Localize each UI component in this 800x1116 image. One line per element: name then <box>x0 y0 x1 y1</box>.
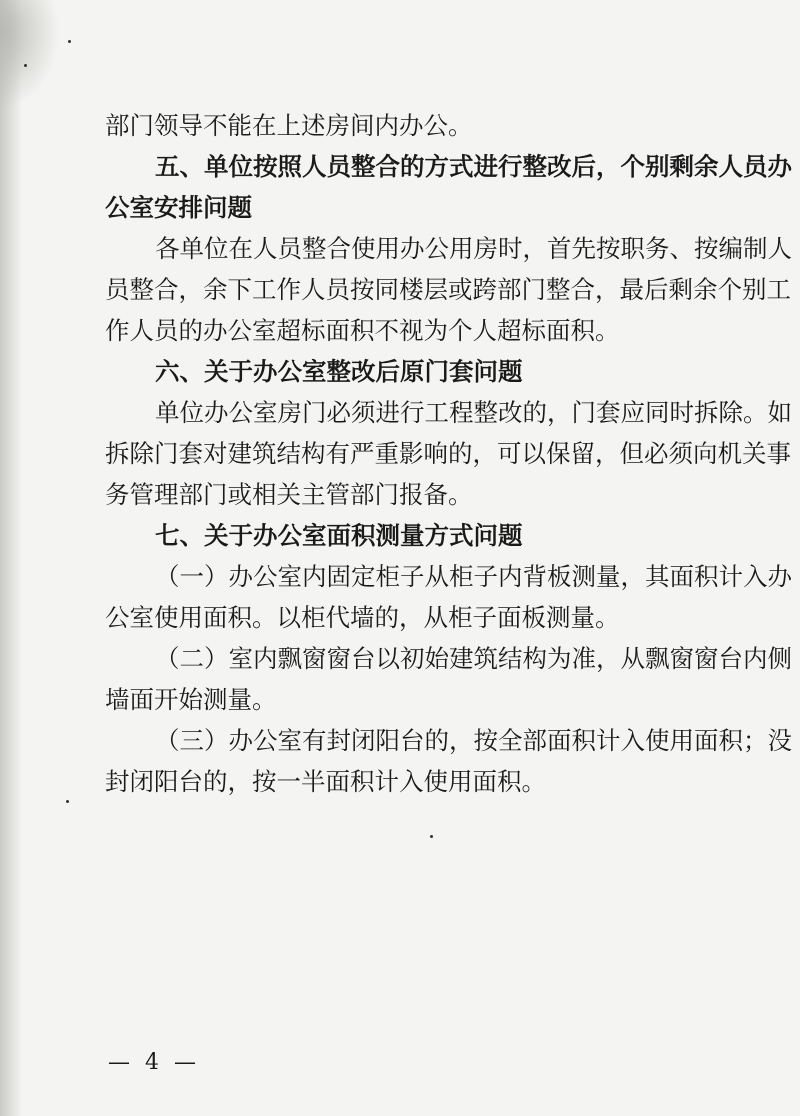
paragraph-line: 作人员的办公室超标面积不视为个人超标面积。 <box>105 316 620 345</box>
scan-shadow-edge <box>0 0 22 1116</box>
section-heading-line: 五、单位按照人员整合的方式进行整改后，个别剩余人员办 <box>155 152 792 181</box>
page-number: — 4 — <box>108 1050 200 1075</box>
paragraph-line: （三）办公室有封闭阳台的，按全部面积计入使用面积；没 <box>155 726 792 755</box>
paragraph-line: 务管理部门或相关主管部门报备。 <box>105 480 473 509</box>
paragraph-line: 员整合，余下工作人员按同楼层或跨部门整合，最后剩余个别工 <box>105 275 791 304</box>
section-heading-line: 公室安排问题 <box>105 193 252 222</box>
paragraph-line: 部门领导不能在上述房间内办公。 <box>105 111 473 140</box>
paragraph-line: 墙面开始测量。 <box>105 685 277 714</box>
section-heading-line: 七、关于办公室面积测量方式问题 <box>155 521 523 550</box>
paragraph-line: 公室使用面积。以柜代墙的，从柜子面板测量。 <box>105 603 620 632</box>
paragraph-line: 各单位在人员整合使用办公用房时，首先按职务、按编制人 <box>155 234 792 263</box>
scan-speck <box>66 800 69 803</box>
scan-shadow-corner <box>0 0 60 110</box>
paragraph-line: 拆除门套对建筑结构有严重影响的，可以保留，但必须向机关事 <box>105 439 791 468</box>
paragraph-line: 单位办公室房门必须进行工程整改的，门套应同时拆除。如 <box>155 398 792 427</box>
scan-speck <box>430 835 433 838</box>
scan-speck <box>68 40 71 43</box>
paragraph-line: （一）办公室内固定柜子从柜子内背板测量，其面积计入办 <box>155 562 792 591</box>
section-heading-line: 六、关于办公室整改后原门套问题 <box>155 357 523 386</box>
scan-speck <box>24 64 27 67</box>
document-body <box>105 105 792 802</box>
paragraph-line: 封闭阳台的，按一半面积计入使用面积。 <box>105 767 546 796</box>
paragraph-line: （二）室内飘窗窗台以初始建筑结构为准，从飘窗窗台内侧 <box>155 644 792 673</box>
